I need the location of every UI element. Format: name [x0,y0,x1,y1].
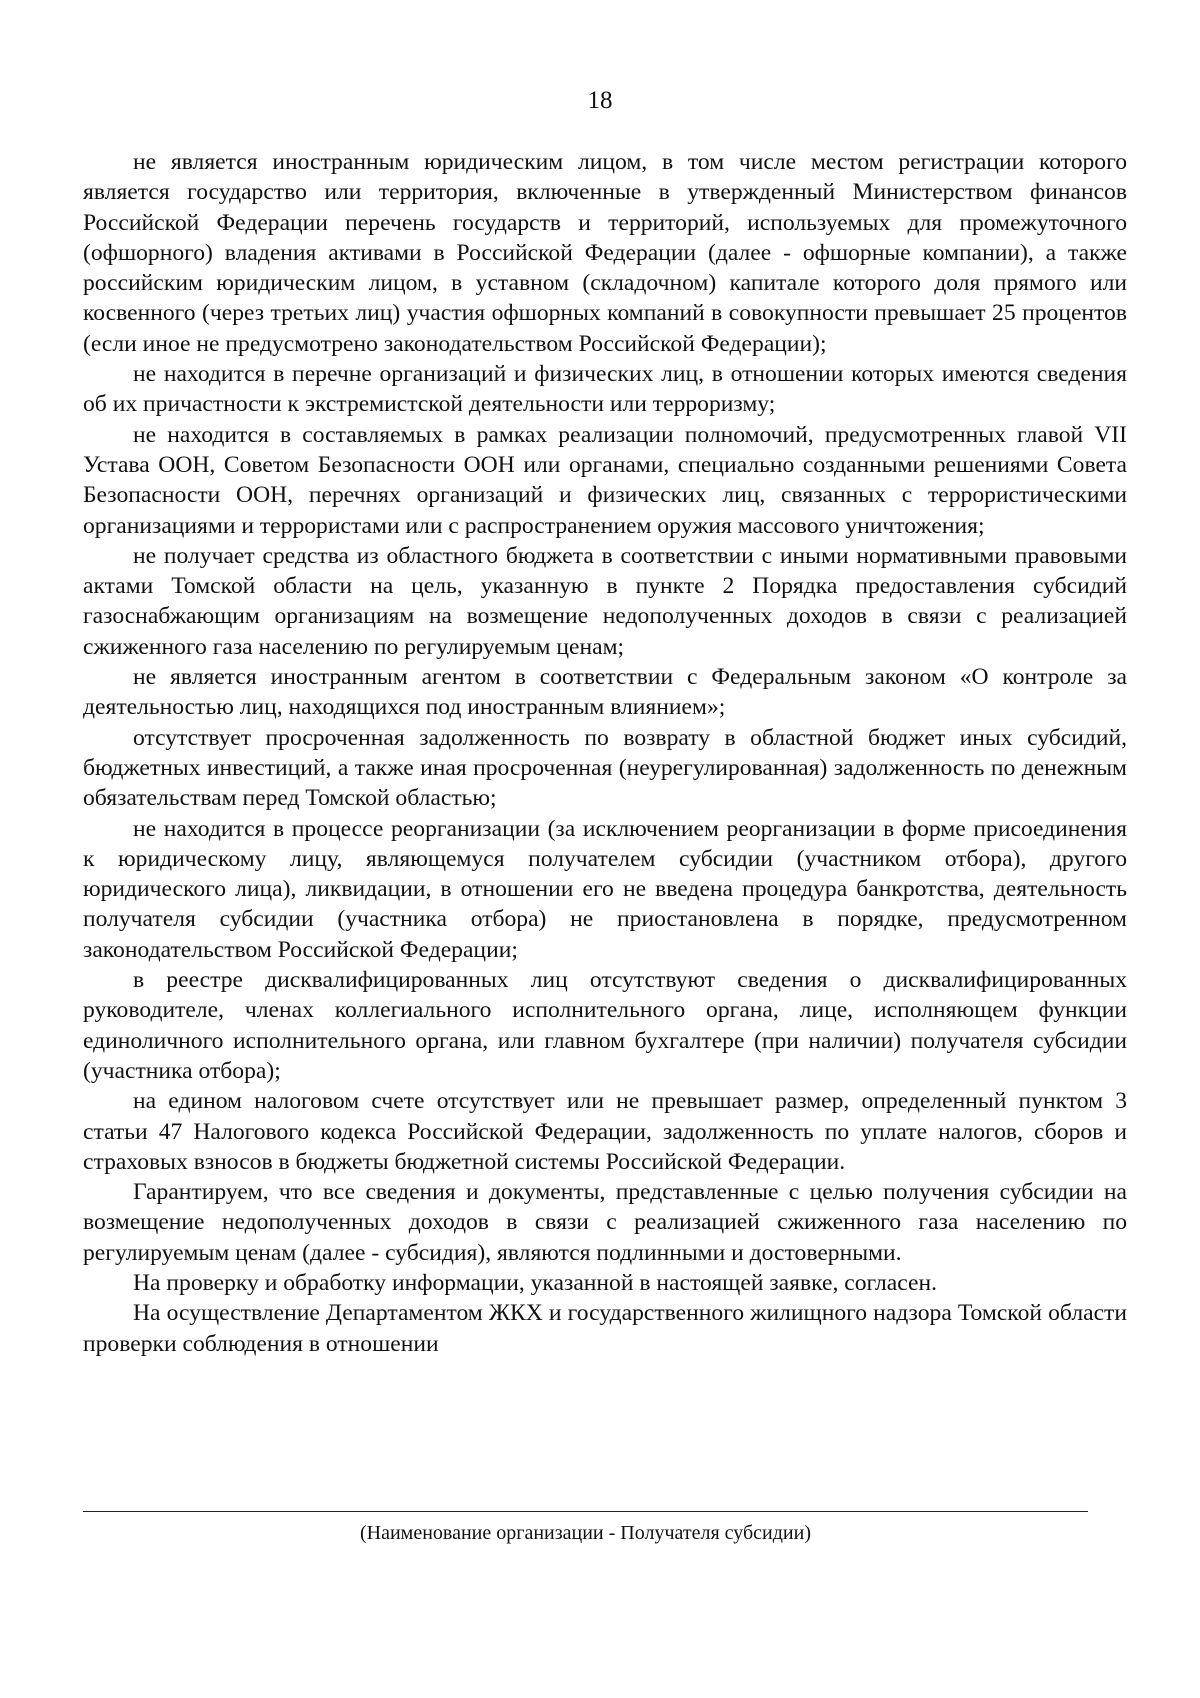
paragraph-consent-verification: На проверку и обработку информации, указанной в настоящей заявке, согласен. [133,1269,938,1296]
paragraph-foreign-agent: не является иностранным агентом в соответствии с Федеральным законом «О контроле за деятельностью лиц, находящихся под иностранным влиянием»; [83,664,1127,721]
paragraph-extremism-list: не находится в перечне организаций и физических лиц, в отношении которых имеются сведения об их причастности к экстремистской деятельности или терроризму; [83,361,1127,418]
paragraph-tax-account: на едином налоговом счете отсутствует или не превышает размер, определенный пунктом 3 статьи 47 Налогового кодекса Российской Федерации, задолженность по уплате налогов, сборов и страховых взносов в бюджеты бюджетной системы Российской Федерации. [83,1088,1127,1175]
page-number: 18 [587,87,613,114]
paragraph-guarantee: Гарантируем, что все сведения и документы, представленные с целью получения субсидии на возмещение недополученных доходов в связи с реализацией сжиженного газа населению по регулируемым ценам (далее - субсидия), являются подлинными и достоверными. [83,1179,1127,1266]
paragraph-budget-funds: не получает средства из областного бюджета в соответствии с иными нормативными правовыми актами Томской области на цель, указанную в пункте 2 Порядка предоставления субсидий газоснабжающим организациям на возмещение недополученных доходов в связи с реализацией сжиженного газа населению по регулируемым ценам; [83,542,1127,660]
signature-caption: (Наименование организации - Получателя субсидии) [359,1522,811,1544]
paragraph-un-lists: не находится в составляемых в рамках реализации полномочий, предусмотренных главой VII Устава ООН, Советом Безопасности ООН или органами, специально созданными решениями Совета Безопасности ООН, перечнях организаций и физических лиц, связанных с террористическими организациями и террористами или с распространением оружия массового уничтожения; [83,421,1127,539]
paragraph-disqualified-persons: в реестре дисквалифицированных лиц отсутствуют сведения о дисквалифицированных руководителе, членах коллегиального исполнительного органа, лице, исполняющем функции единоличного исполнительного органа, или главном бухгалтере (при наличии) получателя субсидии (участника отбора); [83,967,1127,1084]
paragraph-offshore: не является иностранным юридическим лицом, в том числе местом регистрации которого является государство или территория, включенные в утвержденный Министерством финансов Российской Федерации перечень государств и территорий, используемых для промежуточного (офшорного) владения активами в Российской Федерации (далее - офшорные компании), а также российским юридическим лицом, в уставном (складочном) капитале которого доля прямого или косвенного (через третьих лиц) участия офшорных компаний в совокупности превышает 25 процентов (если иное не предусмотрено законодательством Российской Федерации); [83,149,1127,357]
document-body [83,147,1127,1359]
paragraph-overdue-debt: отсутствует просроченная задолженность по возврату в областной бюджет иных субсидий, бюджетных инвестиций, а также иная просроченная (неурегулированная) задолженность по денежным обязательствам перед Томской областью; [83,724,1127,812]
paragraph-reorganization: не находится в процессе реорганизации (за исключением реорганизации в форме присоединения к юридическому лицу, являющемуся получателем субсидии (участником отбора), другого юридического лица), ликвидации, в отношении его не введена процедура банкротства, деятельность получателя субсидии (участника отбора) не приостановлена в порядке, предусмотренном законодательством Российской Федерации; [83,815,1127,963]
paragraph-consent-inspection: На осуществление Департаментом ЖКХ и государственного жилищного надзора Томской области проверки соблюдения в отношении [83,1300,1127,1357]
signature-line [83,1511,1088,1512]
